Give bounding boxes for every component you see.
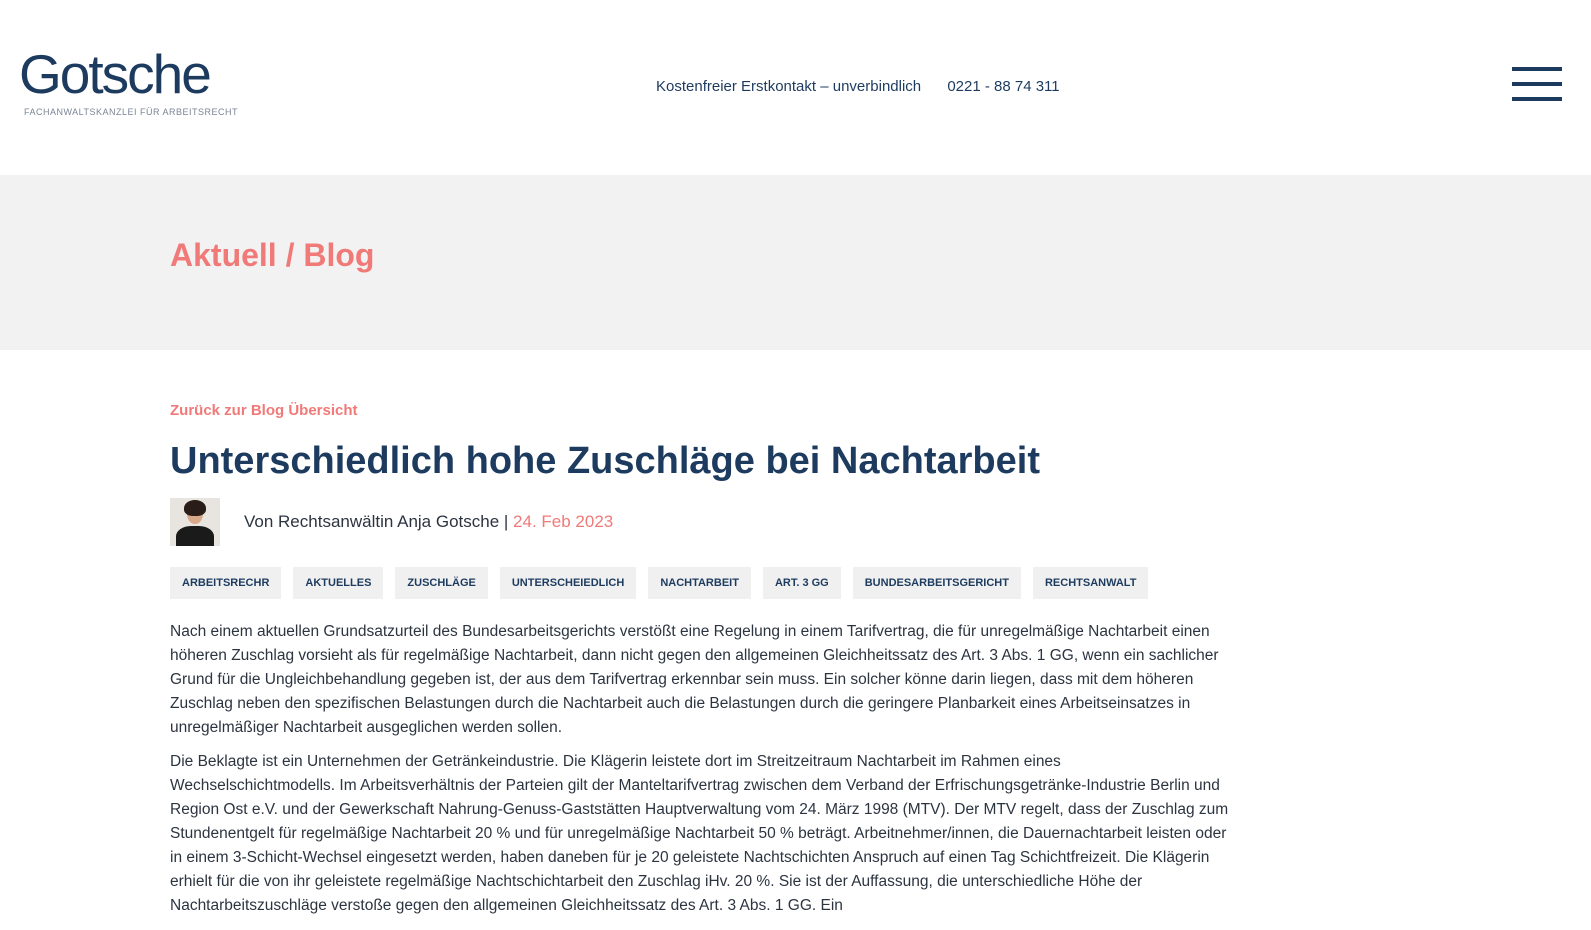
tag-art-3-gg[interactable]: ART. 3 GG bbox=[763, 567, 841, 599]
logo[interactable] bbox=[19, 44, 249, 117]
contact-link[interactable]: Kostenfreier Erstkontakt – unverbindlich bbox=[656, 78, 922, 95]
tag-nachtarbeit[interactable]: NACHTARBEIT bbox=[648, 567, 751, 599]
back-to-blog-link[interactable]: Zurück zur Blog Übersicht bbox=[170, 402, 358, 419]
byline bbox=[170, 498, 613, 546]
tag-aktuelles[interactable]: AKTUELLES bbox=[293, 567, 383, 599]
article-body bbox=[170, 620, 1230, 928]
paragraph: Nach einem aktuellen Grundsatzurteil des Bundesarbeitsgerichts verstößt eine Regelung in einem Tarifvertrag, die für unregelmäßige Nachtarbeit einen höheren Zuschlag vorsieht als für regelmäßige Nachtarbeit, dann nicht gegen den allgemeinen Gleichheitssatz des Art. 3 Abs. 1 GG, wenn ein sachlicher Grund für die Ungleichbehandlung gegeben ist, der aus dem Tarifvertrag erkennbar sein muss. Ein solcher könne darin liegen, dass mit dem höheren Zuschlag neben den spezifischen Belastungen durch die Nachtarbeit auch die Belastungen durch die geringere Planbarkeit eines Arbeitseinsatzes in unregelmäßiger Nachtarbeit ausgeglichen werden sollen. bbox=[170, 623, 1219, 736]
header-contact bbox=[656, 78, 1060, 95]
site-header bbox=[0, 0, 1591, 175]
tag-arbeitsrecht[interactable]: ARBEITSRECHR bbox=[170, 567, 281, 599]
byline-text bbox=[244, 512, 613, 532]
tag-rechtsanwalt[interactable]: RECHTSANWALT bbox=[1033, 567, 1148, 599]
hamburger-menu-icon[interactable] bbox=[1512, 67, 1562, 105]
tag-unterschiedlich[interactable]: UNTERSCHEIEDLICH bbox=[500, 567, 636, 599]
phone-link[interactable]: 0221 - 88 74 311 bbox=[947, 78, 1060, 95]
hero-banner bbox=[0, 175, 1591, 350]
article-title: Unterschiedlich hohe Zuschläge bei Nachtarbeit bbox=[170, 440, 1040, 482]
tag-bundesarbeitsgericht[interactable]: BUNDESARBEITSGERICHT bbox=[853, 567, 1021, 599]
page-title: Aktuell / Blog bbox=[170, 237, 375, 273]
tag-zuschlaege[interactable]: ZUSCHLÄGE bbox=[395, 567, 487, 599]
publish-date: 24. Feb 2023 bbox=[513, 512, 614, 531]
paragraph: Die Beklagte ist ein Unternehmen der Getränkeindustrie. Die Klägerin leistete dort im Streitzeitraum Nachtarbeit im Rahmen eines Wechselschichtmodells. Im Arbeitsverhältnis der Parteien gilt der Manteltarifvertrag zwischen dem Verband der Erfrischungsgetränke-Industrie Berlin und Region Ost e.V. und der Gewerkschaft Nahrung-Genuss-Gaststätten Hauptverwaltung vom 24. März 1998 (MTV). Der MTV regelt, dass der Zuschlag zum Stundenentgelt für regelmäßige Nachtarbeit 20 % und für unregelmäßige Nachtarbeit 50 % beträgt. Arbeitnehmer/innen, die Dauernachtarbeit leisten oder in einem 3-Schicht-Wechsel eingesetzt werden, haben daneben für je 20 geleistete Nachtschichten Anspruch auf einen Tag Schichtfreizeit. Die Klägerin erhielt für die von ihr geleistete regelmäßige Nachtschichtarbeit den Zuschlag iHv. 20 %. Sie ist der Auffassung, die unterschiedliche Höhe der Nachtarbeitszuschläge verstoße gegen den allgemeinen Gleichheitssatz des Art. 3 Abs. 1 GG. Ein bbox=[170, 753, 1229, 914]
logo-tagline: FACHANWALTSKANZLEI FÜR ARBEITSRECHT bbox=[24, 107, 239, 117]
logo-wordmark: Gotsche bbox=[19, 43, 210, 105]
author-avatar bbox=[170, 498, 220, 546]
tag-list bbox=[170, 567, 1148, 599]
author-name: Von Rechtsanwältin Anja Gotsche | bbox=[244, 512, 514, 531]
